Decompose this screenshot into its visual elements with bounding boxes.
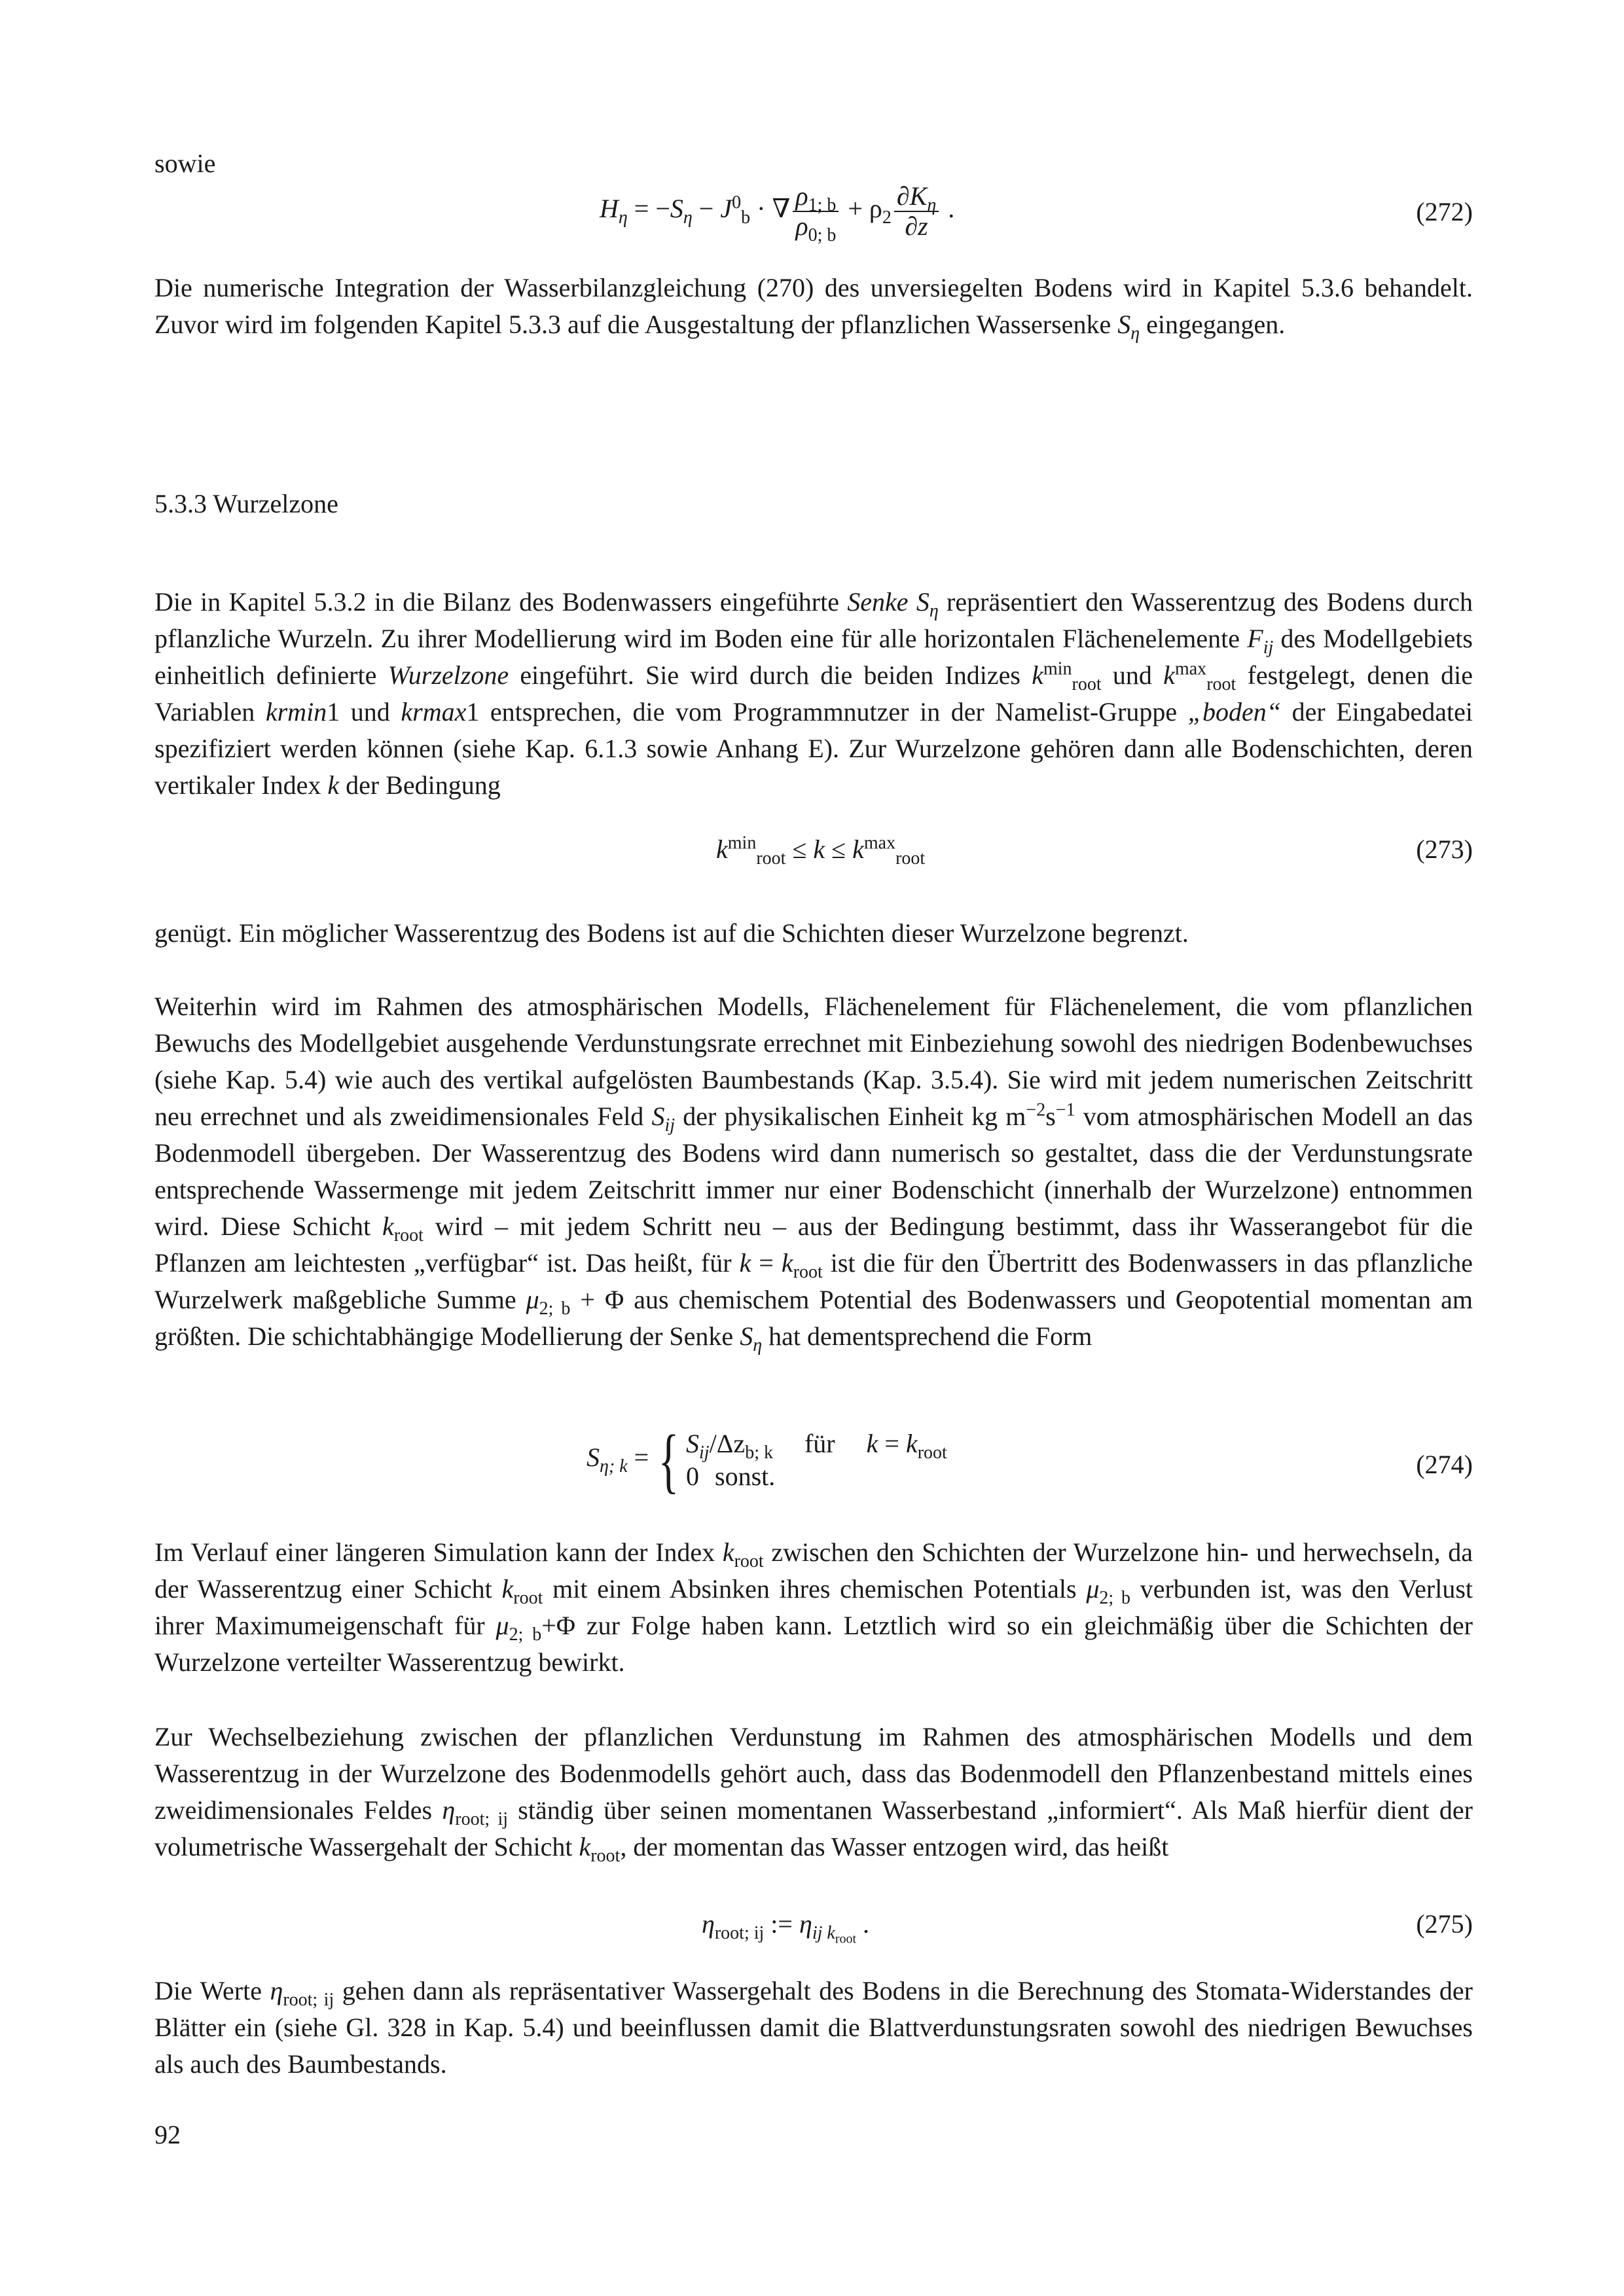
fraction-rho: $\frac{\rho_{1; b}}{\rho_{0; b}}$ bbox=[793, 182, 839, 241]
equation-275 bbox=[154, 1906, 1473, 1952]
fraction-partial: $\frac{\partial K_\eta}{\partial z}$ bbox=[894, 182, 939, 241]
equation-number: (275) bbox=[1416, 1909, 1473, 1939]
equation-number: (272) bbox=[1416, 197, 1473, 226]
equation-272-body: $H_\eta = -S_\eta - J^0_b$ · ∇ $\frac{\rho_{1; b}}{\rho_{0; b}}$ + $\rho_2$ $\frac{\partial K_\eta}{\partial z}$ . bbox=[600, 181, 955, 245]
equation-274-body: $S_{\eta; k}$ = { $S_{ij}/\Delta z_{b; k}$ für $k = k_{root}$ 0 sonst. bbox=[586, 1420, 947, 1500]
paragraph: genügt. Ein möglicher Wasserentzug des Bodens ist auf die Schichten dieser Wurzelzone begrenzt. bbox=[154, 918, 1189, 948]
paragraph: Im Verlauf einer längeren Simulation kann der Index $k_{root}$ zwischen den Schichten der Wurzelzone hin- und herwechseln, da der Wasserentzug einer Schicht $k_{root}$ mit einem Absinken ihres chemischen Potentials $\mu_{2; b}$ verbunden ist, was den Verlust ihrer Maximumeigenschaft für $\mu_{2; b}+\Phi$ zur Folge haben kann. Letztlich wird so ein gleichmäßig über die Schichten der Wurzelzone verteilter Wasserentzug bewirkt. bbox=[154, 1537, 1473, 1677]
paragraph: Die Werte $\eta_{root; ij}$ gehen dann als repräsentativer Wassergehalt des Bodens in die Berechnung des Stomata-Widerstandes der Blätter ein (siehe Gl. 328 in Kap. 5.4) und beeinflussen damit die Blattverdunstungsraten sowohl des niedrigen Bewuchses als auch des Baumbestands. bbox=[154, 1976, 1473, 2079]
equation-274 bbox=[154, 1420, 1473, 1503]
equation-273-body: $k^{min}_{root} \le k \le k^{max}_{root}$ bbox=[716, 833, 926, 869]
paragraph: Weiterhin wird im Rahmen des atmosphärischen Modells, Flächenelement für Flächenelement, die vom pflanzlichen Bewuchs des Modellgebiet ausgehende Verdunstungsrate errechnet mit Einbeziehung sowohl des niedrigen Bodenbewuchses (siehe Kap. 5.4) wie auch des vertikal aufgelösten Baumbestands (Kap. 3.5.4). Sie wird mit jedem numerischen Zeitschritt neu errechnet und als zweidimensionales Feld $S_{ij}$ der physikalischen Einheit kg $m^{-2}s^{-1}$ vom atmosphärischen Modell an das Bodenmodell übergeben. Der Wasserentzug des Bodens wird dann numerisch so gestaltet, dass die der Verdunstungsrate entsprechende Wassermenge mit jedem Zeitschritt immer nur einer Bodenschicht (innerhalb der Wurzelzone) entnommen wird. Diese Schicht $k_{root}$ wird – mit jedem Schritt neu – aus der Bedingung bestimmt, dass ihr Wasserangebot für die Pflanzen am leichtesten „verfügbar“ ist. Das heißt, für $k = k_{root}$ ist die für den Übertritt des Bodenwassers in das pflanzliche Wurzelwerk maßgebliche Summe $\mu_{2; b} + \Phi$ aus chemischem Potential des Bodenwassers und Geopotential momentan am größten. Die schichtabhängige Modellierung der Senke $S_\eta$ hat dementsprechend die Form bbox=[154, 992, 1473, 1355]
paragraph: Die in Kapitel 5.3.2 in die Bilanz des Bodenwassers eingeführte Senke $S_\eta$ repräsentiert den Wasserentzug des Bodens durch pflanzliche Wurzeln. Zu ihrer Modellierung wird im Boden eine für alle horizontalen Flächenelemente $F_{ij}$ des Modellgebiets einheitlich definierte Wurzelzone eingeführt. Sie wird durch die beiden Indizes $k^{min}_{root}$ und $k^{max}_{root}$ festgelegt, denen die Variablen krmin1 und krmax1 entsprechen, die vom Programmnutzer in der Namelist-Gruppe „boden“ der Eingabedatei spezifiziert werden können (siehe Kap. 6.1.3 sowie Anhang E). Zur Wurzelzone gehören dann alle Bodenschichten, deren vertikaler Index k der Bedingung bbox=[154, 587, 1473, 800]
paragraph: Die numerische Integration der Wasserbilanzgleichung (270) des unversiegelten Bodens wird in Kapitel 5.3.6 behandelt. Zuvor wird im folgenden Kapitel 5.3.3 auf die Ausgestaltung der pflanzlichen Wassersenke $S_\eta$ eingegangen. bbox=[154, 273, 1473, 344]
page-number: 92 bbox=[154, 2120, 181, 2149]
section-heading: 5.3.3 Wurzelzone bbox=[154, 489, 338, 518]
paragraph: Zur Wechselbeziehung zwischen der pflanzlichen Verdunstung im Rahmen des atmosphärischen Modells und dem Wasserentzug in der Wurzelzone des Bodenmodells gehört auch, dass das Bodenmodell den Pflanzenbestand mittels eines zweidimensionales Feldes $\eta_{root; ij}$ ständig über seinen momentanen Wasserbestand „informiert“. Als Maß hierfür dient der volumetrische Wassergehalt der Schicht $k_{root}$, der momentan das Wasser entzogen wird, das heißt bbox=[154, 1722, 1473, 1866]
intro-word: sowie bbox=[154, 149, 216, 178]
equation-275-body: $\eta_{root; ij}$ := $\eta_{ij k_{root}}$ . bbox=[702, 1909, 870, 1946]
equation-number: (273) bbox=[1416, 834, 1473, 864]
cases: $S_{ij}/\Delta z_{b; k}$ für $k = k_{root}$ 0 sonst. bbox=[686, 1429, 947, 1491]
equation-272 bbox=[154, 178, 1473, 257]
equation-273 bbox=[154, 831, 1473, 877]
equation-number: (274) bbox=[1416, 1450, 1473, 1479]
